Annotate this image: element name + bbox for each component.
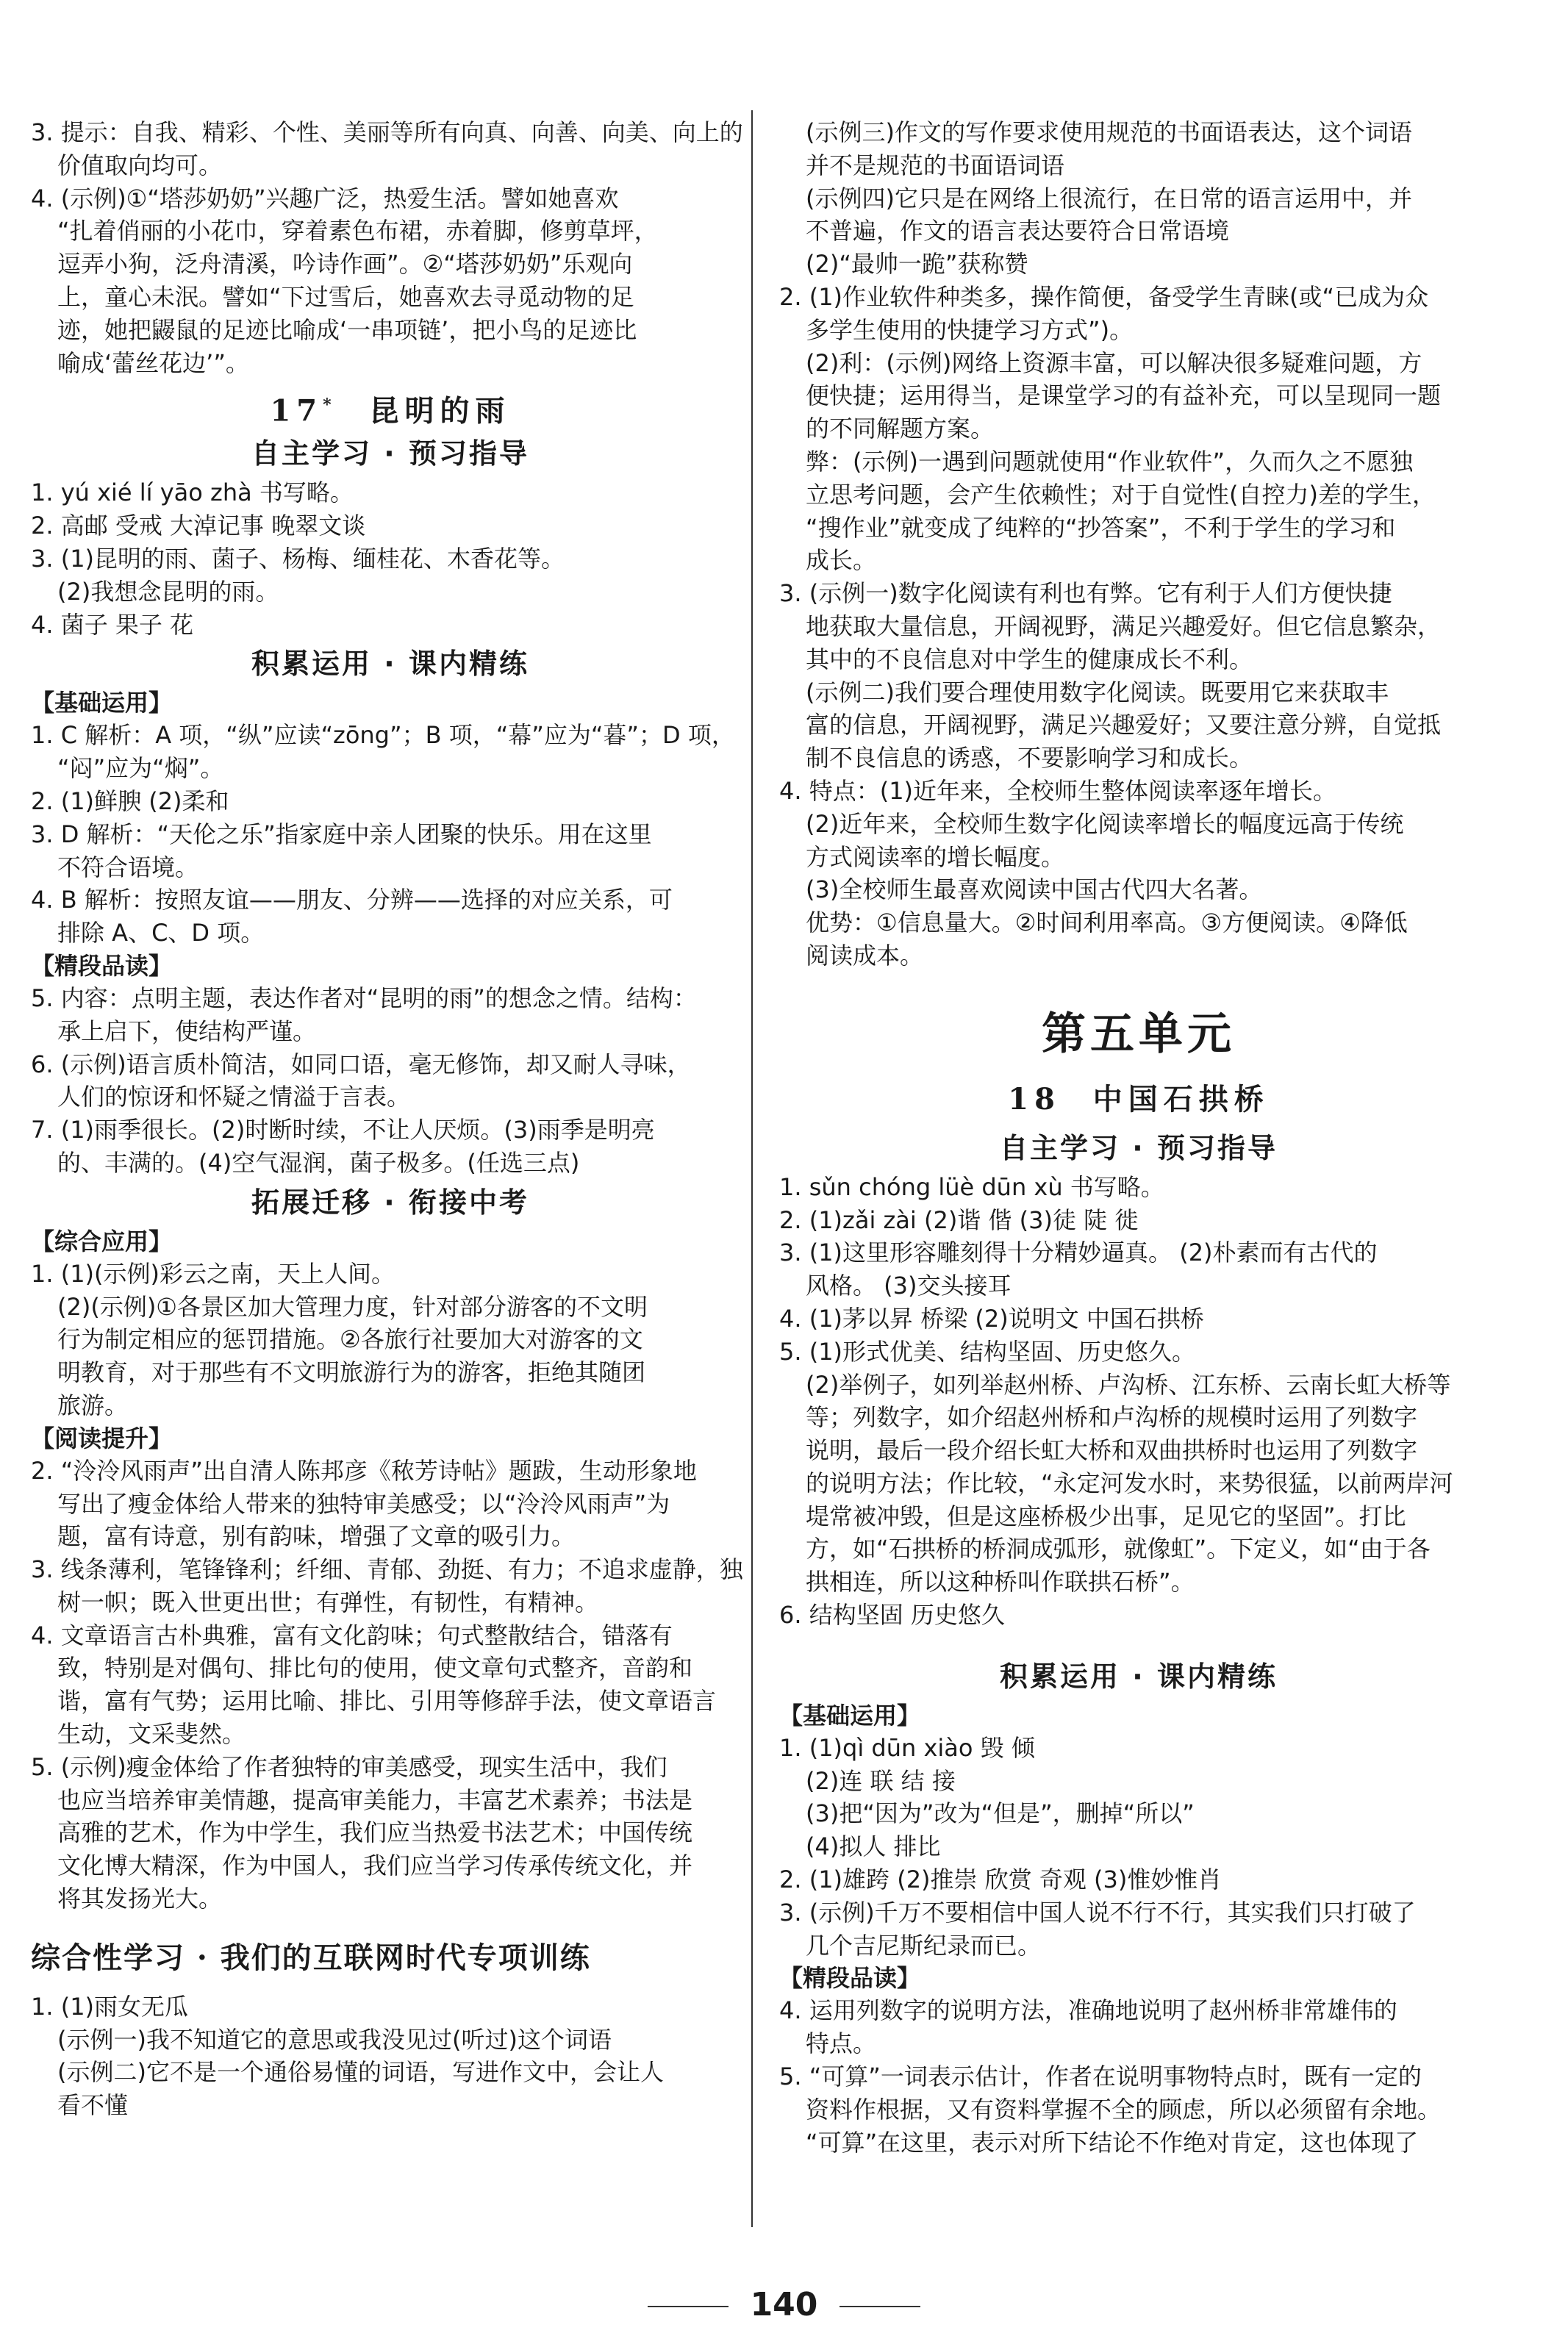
text-line: 多学生使用的快捷学习方式”)。 — [806, 315, 1134, 344]
answers-jingduan-18 — [779, 1994, 1498, 2159]
answers-jingduan — [31, 982, 750, 1180]
text-line: 1. (1)qì dūn xiào 毁 倾 — [779, 1733, 1035, 1762]
text-line: 4. 文章语言古朴典雅，富有文化韵味；句式整散结合，错落有 — [31, 1621, 673, 1649]
sub-heading-yuedu: 【阅读提升】 — [31, 1424, 173, 1452]
text-line: 明教育，对于那些有不文明旅游行为的游客，拒绝其随团 — [57, 1358, 646, 1387]
text-line: (2)利：(示例)网络上资源丰富，可以解决很多疑难问题，方 — [806, 348, 1422, 377]
text-line: 富的信息，开阔视野，满足兴趣爱好；又要注意分辨，自觉抵 — [806, 711, 1442, 739]
text-line: “搜作业”就变成了纯粹的“抄答案”，不利于学生的学习和 — [806, 513, 1396, 542]
section-zizhu-heading: 自主学习 · 预习指导 — [251, 437, 529, 470]
answers-lesson16-tail — [31, 116, 750, 379]
text-line: 堤常被冲毁，但是这座桥极少出事，足见它的坚固”。打比 — [806, 1502, 1406, 1530]
text-line: 3. D 解析：“天伦之乐”指家庭中亲人团聚的快乐。用在这里 — [31, 820, 652, 848]
text-line: (示例一)我不知道它的意思或我没见过(听过)这个词语 — [57, 2025, 612, 2054]
text-line: 旅游。 — [57, 1391, 129, 1419]
text-line: 5. “可算”一词表示估计，作者在说明事物特点时，既有一定的 — [779, 2063, 1422, 2091]
section-jilei-heading: 积累运用 · 课内精练 — [251, 648, 529, 681]
answers-zizhu — [31, 476, 750, 641]
answers-yuedu — [31, 1455, 750, 1916]
text-line: 4. 特点：(1)近年来，全校师生整体阅读率逐年增长。 — [779, 776, 1337, 805]
text-line: 3. 线条薄利，笔锋锋利；纤细、青郁、劲挺、有力；不追求虚静，独 — [31, 1555, 743, 1584]
text-line: 不普遍，作文的语言表达要符合日常语境 — [806, 217, 1230, 246]
text-line: 看不懂 — [57, 2091, 129, 2120]
lesson-17-title: 17* 昆明的雨 — [270, 393, 511, 429]
text-line: “闷”应为“焖”。 — [57, 754, 224, 783]
text-line: 不符合语境。 — [57, 853, 199, 881]
text-line: 3. 提示：自我、精彩、个性、美丽等所有向真、向善、向美、向上的 — [31, 118, 743, 146]
answers-zonghexing-cont — [779, 116, 1498, 972]
text-line: (4)拟人 排比 — [806, 1832, 941, 1861]
text-line: 3. (示例)千万不要相信中国人说不行不行，其实我们只打破了 — [779, 1898, 1416, 1927]
footer-rule-right — [840, 2306, 920, 2307]
text-line: 拱相连，所以这种桥叫作联拱石桥”。 — [806, 1568, 1195, 1596]
text-line: 3. (示例一)数字化阅读有利也有弊。它有利于人们方便快捷 — [779, 579, 1392, 608]
text-line: 2. “泠泠风雨声”出自清人陈邦彦《秾芳诗帖》题跋，生动形象地 — [31, 1456, 697, 1485]
text-line: 谐，富有气势；运用比喻、排比、引用等修辞手法，使文章语言 — [57, 1687, 717, 1716]
column-divider — [751, 110, 753, 2227]
text-line: “可算”在这里，表示对所下结论不作绝对肯定，这也体现了 — [806, 2128, 1419, 2157]
text-line: 4. (示例)①“塔莎奶奶”兴趣广泛，热爱生活。譬如她喜欢 — [31, 184, 619, 212]
text-line: 写出了瘦金体给人带来的独特审美感受；以“泠泠风雨声”为 — [57, 1489, 670, 1518]
text-line: 6. (示例)语言质朴简洁，如同口语，毫无修饰，却又耐人寻味， — [31, 1050, 691, 1078]
sub-heading-jichu-18: 【基础运用】 — [779, 1701, 921, 1730]
text-line: 4. (1)茅以昇 桥梁 (2)说明文 中国石拱桥 — [779, 1304, 1204, 1333]
text-line: (2)近年来，全校师生数字化阅读率增长的幅度远高于传统 — [806, 809, 1404, 838]
unit-5-title: 第五单元 — [1042, 1008, 1236, 1060]
text-line: 说明，最后一段介绍长虹大桥和双曲拱桥时也运用了列数字 — [806, 1436, 1418, 1465]
text-line: 地获取大量信息，开阔视野，满足兴趣爱好。但它信息繁杂， — [806, 612, 1442, 640]
text-line: 也应当培养审美情趣，提高审美能力，丰富艺术素养；书法是 — [57, 1785, 693, 1814]
text-line: 优势：①信息量大。②时间利用率高。③方便阅读。④降低 — [806, 909, 1408, 937]
text-line: 并不是规范的书面语词语 — [806, 151, 1065, 179]
text-line: 方，如“石拱桥的桥洞成弧形，就像虹”。下定义，如“由于各 — [806, 1535, 1431, 1563]
text-line: 等；列数字，如介绍赵州桥和卢沟桥的规模时运用了列数字 — [806, 1403, 1418, 1432]
text-line: 5. (1)形式优美、结构坚固、历史悠久。 — [779, 1337, 1196, 1366]
text-line: (2)我想念昆明的雨。 — [57, 577, 279, 606]
page-footer — [0, 2286, 1568, 2323]
text-line: (示例二)我们要合理使用数字化阅读。既要用它来获取丰 — [806, 678, 1389, 706]
left-column — [31, 116, 750, 2122]
answers-jichu-18 — [779, 1732, 1498, 1963]
text-line: 1. C 解析：A 项，“纵”应读“zōng”；B 项，“幕”应为“暮”；D 项， — [31, 721, 735, 750]
text-line: 阅读成本。 — [806, 941, 924, 970]
text-line: 几个吉尼斯纪录而已。 — [806, 1931, 1042, 1960]
text-line: 逗弄小狗，泛舟清溪，吟诗作画”。②“塔莎奶奶”乐观向 — [57, 250, 633, 279]
text-line: 致，特别是对偶句、排比句的使用，使文章句式整齐，音韵和 — [57, 1654, 693, 1682]
text-line: (示例三)作文的写作要求使用规范的书面语表达，这个词语 — [806, 118, 1412, 146]
text-line: 立思考问题，会产生依赖性；对于自觉性(自控力)差的学生， — [806, 480, 1436, 509]
text-line: (示例四)它只是在网络上很流行，在日常的语言运用中，并 — [806, 184, 1412, 212]
text-line: (2)(示例)①各景区加大管理力度，针对部分游客的不文明 — [57, 1292, 648, 1321]
text-line: 树一帜；既入世更出世；有弹性，有韧性，有精神。 — [57, 1588, 599, 1616]
text-line: 3. (1)这里形容雕刻得十分精妙逼真。 (2)朴素而有古代的 — [779, 1239, 1378, 1267]
text-line: 6. 结构坚固 历史悠久 — [779, 1601, 1005, 1630]
answers-zonghexing — [31, 1990, 750, 2122]
text-line: 其中的不良信息对中学生的健康成长不利。 — [806, 645, 1253, 673]
text-line: 排除 A、C、D 项。 — [57, 919, 265, 947]
text-line: 7. (1)雨季很长。(2)时断时续，不让人厌烦。(3)雨季是明亮 — [31, 1116, 655, 1144]
text-line: 2. (1)雄跨 (2)推崇 欣赏 奇观 (3)惟妙惟肖 — [779, 1866, 1222, 1894]
text-line: 4. 菌子 果子 花 — [31, 610, 194, 639]
text-line: 1. (1)(示例)彩云之南，天上人间。 — [31, 1259, 395, 1288]
text-line: 承上启下，使结构严谨。 — [57, 1017, 317, 1045]
section-jilei-heading-18: 积累运用 · 课内精练 — [1000, 1660, 1278, 1693]
text-line: 将其发扬光大。 — [57, 1885, 223, 1913]
text-line: 2. (1)鲜腴 (2)柔和 — [31, 786, 229, 815]
text-line: (3)把“因为”改为“但是”，删掉“所以” — [806, 1799, 1195, 1828]
text-line: 便快捷；运用得当，是课堂学习的有益补充，可以呈现同一题 — [806, 381, 1442, 410]
text-line: 1. sǔn chóng lüè dūn xù 书写略。 — [779, 1172, 1164, 1201]
section-zizhu-heading-18: 自主学习 · 预习指导 — [1000, 1131, 1278, 1164]
text-line: 价值取向均可。 — [57, 151, 223, 179]
text-line: 行为制定相应的惩罚措施。②各旅行社要加大对游客的文 — [57, 1325, 643, 1354]
text-line: 制不良信息的诱惑，不要影响学习和成长。 — [806, 744, 1253, 773]
text-line: 4. 运用列数字的说明方法，准确地说明了赵州桥非常雄伟的 — [779, 1996, 1397, 2025]
text-line: 文化博大精深，作为中国人，我们应当学习传承传统文化，并 — [57, 1852, 693, 1880]
text-line: 生动，文采斐然。 — [57, 1720, 246, 1749]
text-line: 方式阅读率的增长幅度。 — [806, 842, 1065, 871]
text-line: 迹，她把鼹鼠的足迹比喻成‘一串项链’，把小鸟的足迹比 — [57, 315, 637, 344]
text-line: 5. 内容：点明主题，表达作者对“昆明的雨”的想念之情。结构： — [31, 983, 697, 1012]
lesson-18-title: 18 中国石拱桥 — [1008, 1081, 1270, 1117]
text-line: 4. B 解析：按照友谊——朋友、分辨——选择的对应关系，可 — [31, 886, 673, 914]
answers-zonghe — [31, 1258, 750, 1422]
right-column — [779, 116, 1498, 2159]
text-line: 2. 高邮 受戒 大淖记事 晚翠文谈 — [31, 512, 366, 540]
text-line: 人们的惊讶和怀疑之情溢于言表。 — [57, 1083, 411, 1111]
text-line: 特点。 — [806, 2029, 877, 2058]
footer-rule-left — [648, 2306, 728, 2307]
sub-heading-jingduan-18: 【精段品读】 — [779, 1964, 921, 1993]
section-zonghexing-heading: 综合性学习 · 我们的互联网时代专项训练 — [31, 1940, 591, 1975]
text-line: 弊：(示例)一遇到问题就使用“作业软件”，久而久之不愿独 — [806, 447, 1414, 476]
text-line: 成长。 — [806, 546, 877, 575]
page-number: 140 — [750, 2286, 818, 2323]
text-line: 的、丰满的。(4)空气湿润，菌子极多。(任选三点) — [57, 1148, 580, 1177]
answers-jichu — [31, 719, 750, 950]
text-line: (2)连 联 结 接 — [806, 1766, 956, 1795]
text-line: 1. (1)雨女无瓜 — [31, 1992, 189, 2021]
text-line: 高雅的艺术，作为中学生，我们应当热爱书法艺术；中国传统 — [57, 1818, 693, 1847]
text-line: (2)举例子，如列举赵州桥、卢沟桥、江东桥、云南长虹大桥等 — [806, 1370, 1451, 1399]
text-line: 风格。 (3)交头接耳 — [806, 1272, 1012, 1300]
text-line: (2)“最帅一跪”获称赞 — [806, 250, 1028, 279]
sub-heading-zonghe: 【综合应用】 — [31, 1227, 173, 1255]
text-line: (示例二)它不是一个通俗易懂的词语，写进作文中，会让人 — [57, 2058, 664, 2087]
sub-heading-jingduan: 【精段品读】 — [31, 951, 173, 980]
text-line: 2. (1)作业软件种类多，操作简便，备受学生青睐(或“已成为众 — [779, 282, 1429, 311]
text-line: 3. (1)昆明的雨、菌子、杨梅、缅桂花、木香花等。 — [31, 544, 565, 573]
text-line: 资料作根据，又有资料掌握不全的顾虑，所以必须留有余地。 — [806, 2095, 1442, 2124]
text-line: 1. yú xié lí yāo zhà 书写略。 — [31, 479, 354, 507]
text-line: 题，富有诗意，别有韵味，增强了文章的吸引力。 — [57, 1522, 576, 1551]
section-tuozhan-heading: 拓展迁移 · 衔接中考 — [251, 1186, 529, 1219]
answers-zizhu-18 — [779, 1171, 1498, 1632]
text-line: “扎着俏丽的小花巾，穿着素色布裙，赤着脚，修剪草坪， — [57, 217, 658, 246]
text-line: (3)全校师生最喜欢阅读中国古代四大名著。 — [806, 875, 1263, 904]
text-line: 5. (示例)瘦金体给了作者独特的审美感受，现实生活中，我们 — [31, 1752, 667, 1781]
text-line: 喻成‘蕾丝花边’”。 — [57, 348, 249, 377]
text-line: 上，童心未泯。譬如“下过雪后，她喜欢去寻觅动物的足 — [57, 282, 634, 311]
text-line: 的说明方法；作比较，“永定河发水时，来势很猛，以前两岸河 — [806, 1469, 1453, 1497]
text-line: 2. (1)zǎi zài (2)谐 偕 (3)徒 陡 徙 — [779, 1205, 1139, 1234]
sub-heading-jichu: 【基础运用】 — [31, 689, 173, 717]
text-line: 的不同解题方案。 — [806, 415, 995, 443]
